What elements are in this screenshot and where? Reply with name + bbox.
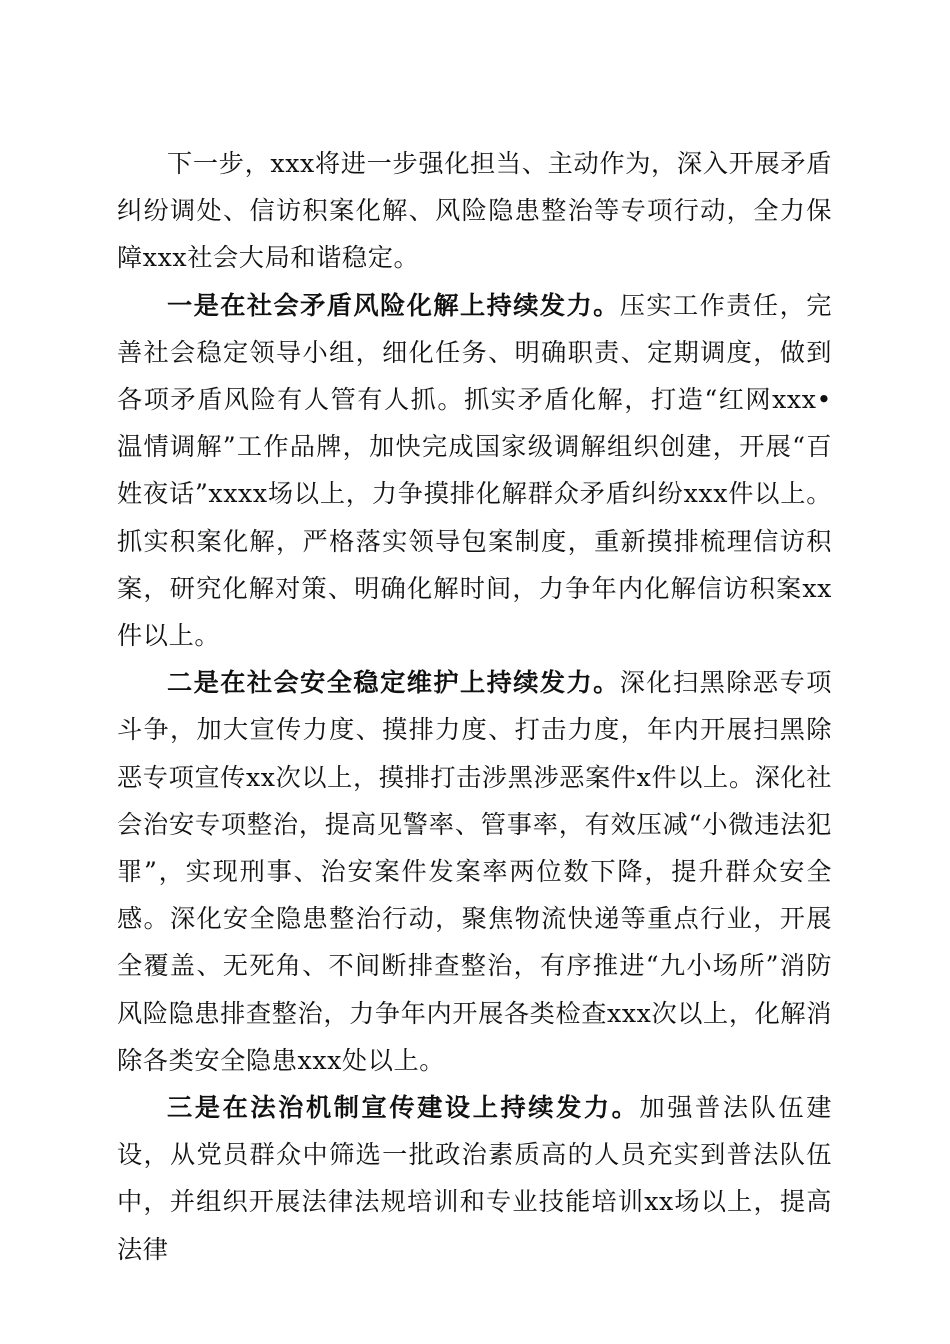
paragraph-text: 加强普法队伍建设，从党员群众中筛选一批政治素质高的人员充实到普法队伍中，并组织开展法律法规培训和专业技能培训xx场以上，提高法律 — [117, 1093, 833, 1264]
paragraph-next-step — [117, 140, 832, 282]
paragraph-text: 深化扫黑除恶专项斗争，加大宣传力度、摸排力度、打击力度，年内开展扫黑除恶专项宣传xx次以上，摸排打击涉黑涉恶案件x件以上。深化社会治安专项整治，提高见警率、管事率，有效压减“小微违法犯罪”，实现刑事、治安案件发案率两位数下降，提升群众安全感。深化安全隐患整治行动，聚焦物流快递等重点行业，开展全覆盖、无死角、不间断排查整治，有序推进“九小场所”消防风险隐患排查整治，力争年内开展各类检查xxx次以上，化解消除各类安全隐患xxx处以上。 — [117, 668, 832, 1075]
paragraph-lead: 三是在法治机制宣传建设上持续发力。 — [167, 1092, 640, 1123]
paragraph-text: 下一步，xxx将进一步强化担当、主动作为，深入开展矛盾纠纷调处、信访积案化解、风险隐患整治等专项行动，全力保障xxx社会大局和谐稳定。 — [117, 149, 832, 273]
document-body — [117, 140, 832, 1273]
paragraph-lead: 一是在社会矛盾风险化解上持续发力。 — [167, 289, 620, 320]
paragraph-point-three — [117, 1084, 832, 1273]
paragraph-point-two — [117, 659, 832, 1084]
paragraph-point-one — [117, 282, 832, 660]
paragraph-lead: 二是在社会安全稳定维护上持续发力。 — [167, 667, 620, 698]
paragraph-text: 压实工作责任，完善社会稳定领导小组，细化任务、明确职责、定期调度，做到各项矛盾风险有人管有人抓。抓实矛盾化解，打造“红网xxx•温情调解”工作品牌，加快完成国家级调解组织创建，开展“百姓夜话”xxxx场以上，力争摸排化解群众矛盾纠纷xxx件以上。抓实积案化解，严格落实领导包案制度，重新摸排梳理信访积案，研究化解对策、明确化解时间，力争年内化解信访积案xx件以上。 — [117, 290, 832, 651]
